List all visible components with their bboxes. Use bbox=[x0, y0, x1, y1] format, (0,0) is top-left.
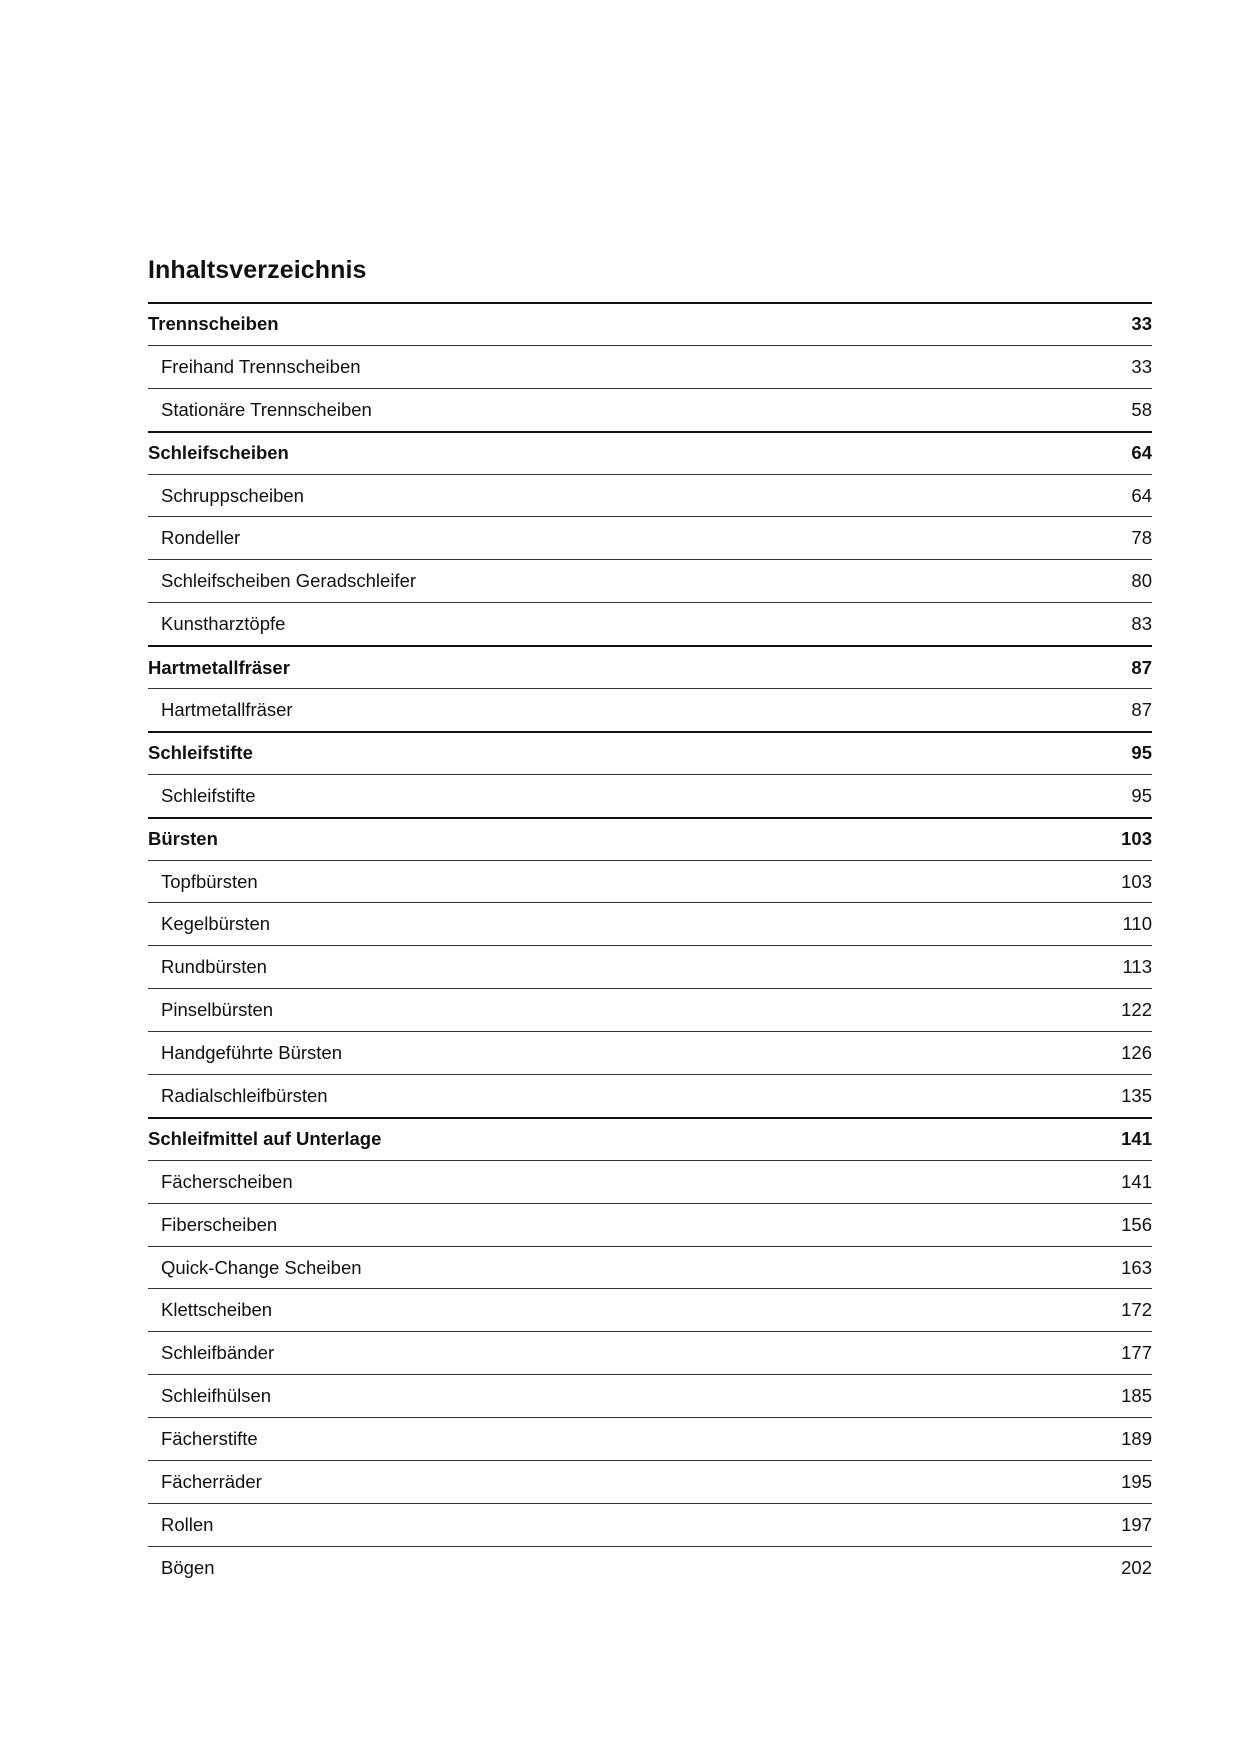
toc-subsection-row[interactable] bbox=[148, 1417, 1152, 1460]
toc-entry-label: Quick-Change Scheiben bbox=[161, 1256, 362, 1278]
toc-subsection-row[interactable] bbox=[148, 1460, 1152, 1503]
toc-page-number: 103 bbox=[1121, 870, 1152, 892]
table-of-contents bbox=[148, 302, 1152, 1589]
toc-page-number: 110 bbox=[1122, 913, 1152, 935]
toc-subsection-row[interactable] bbox=[148, 945, 1152, 988]
toc-subsection-row[interactable] bbox=[148, 602, 1152, 645]
toc-subsection-row[interactable] bbox=[148, 688, 1152, 731]
toc-subsection-row[interactable] bbox=[148, 1246, 1152, 1289]
toc-page-number: 103 bbox=[1121, 828, 1152, 850]
toc-entry-label: Schleifmittel auf Unterlage bbox=[148, 1128, 382, 1150]
toc-section-row[interactable] bbox=[148, 645, 1152, 688]
toc-page-number: 126 bbox=[1121, 1042, 1152, 1064]
toc-entry-label: Fiberscheiben bbox=[161, 1213, 278, 1235]
toc-subsection-row[interactable] bbox=[148, 474, 1152, 517]
toc-page-number: 83 bbox=[1131, 613, 1152, 635]
toc-page-number: 33 bbox=[1131, 313, 1152, 335]
toc-subsection-row[interactable] bbox=[148, 1288, 1152, 1331]
toc-page-number: 163 bbox=[1121, 1256, 1152, 1278]
toc-entry-label: Rundbürsten bbox=[161, 956, 267, 978]
toc-subsection-row[interactable] bbox=[148, 860, 1152, 903]
toc-page-number: 78 bbox=[1131, 527, 1152, 549]
toc-entry-label: Klettscheiben bbox=[161, 1299, 273, 1321]
toc-subsection-row[interactable] bbox=[148, 1160, 1152, 1203]
toc-entry-label: Schleifstifte bbox=[161, 784, 256, 806]
toc-page-number: 172 bbox=[1121, 1299, 1152, 1321]
toc-subsection-row[interactable] bbox=[148, 1374, 1152, 1417]
page-title: Inhaltsverzeichnis bbox=[148, 256, 367, 284]
toc-page-number: 122 bbox=[1121, 999, 1152, 1021]
toc-subsection-row[interactable] bbox=[148, 388, 1152, 431]
toc-page-number: 177 bbox=[1121, 1342, 1152, 1364]
toc-page-number: 135 bbox=[1121, 1084, 1152, 1106]
toc-page-number: 95 bbox=[1131, 742, 1152, 764]
toc-entry-label: Handgeführte Bürsten bbox=[161, 1042, 343, 1064]
toc-entry-label: Schleifscheiben Geradschleifer bbox=[161, 570, 417, 592]
toc-subsection-row[interactable] bbox=[148, 1074, 1152, 1117]
toc-entry-label: Fächerräder bbox=[161, 1470, 262, 1492]
toc-page-number: 141 bbox=[1121, 1128, 1152, 1150]
toc-entry-label: Kegelbürsten bbox=[161, 913, 271, 935]
toc-entry-label: Hartmetallfräser bbox=[161, 698, 293, 720]
toc-entry-label: Hartmetallfräser bbox=[148, 656, 290, 678]
toc-subsection-row[interactable] bbox=[148, 1503, 1152, 1546]
toc-entry-label: Pinselbürsten bbox=[161, 999, 274, 1021]
toc-entry-label: Fächerscheiben bbox=[161, 1170, 293, 1192]
toc-page-number: 156 bbox=[1121, 1213, 1152, 1235]
toc-entry-label: Rollen bbox=[161, 1513, 214, 1535]
toc-subsection-row[interactable] bbox=[148, 516, 1152, 559]
toc-entry-label: Schleifbänder bbox=[161, 1342, 275, 1364]
toc-entry-label: Schleifstifte bbox=[148, 742, 253, 764]
toc-page-number: 197 bbox=[1121, 1513, 1152, 1535]
toc-entry-label: Stationäre Trennscheiben bbox=[161, 398, 372, 420]
toc-page-number: 195 bbox=[1121, 1470, 1152, 1492]
toc-page-number: 87 bbox=[1131, 656, 1152, 678]
toc-entry-label: Kunstharztöpfe bbox=[161, 613, 286, 635]
toc-page-number: 80 bbox=[1131, 570, 1152, 592]
toc-page-number: 189 bbox=[1121, 1428, 1152, 1450]
toc-page-number: 202 bbox=[1121, 1556, 1152, 1578]
toc-subsection-row[interactable] bbox=[148, 774, 1152, 817]
toc-page-number: 64 bbox=[1131, 442, 1152, 464]
toc-page bbox=[148, 252, 1152, 1589]
toc-section-row[interactable] bbox=[148, 817, 1152, 860]
toc-entry-label: Rondeller bbox=[161, 527, 241, 549]
toc-entry-label: Trennscheiben bbox=[148, 313, 279, 335]
toc-page-number: 58 bbox=[1131, 398, 1152, 420]
toc-page-number: 33 bbox=[1131, 355, 1152, 377]
toc-section-row[interactable] bbox=[148, 731, 1152, 774]
toc-entry-label: Schleifscheiben bbox=[148, 442, 289, 464]
toc-page-number: 64 bbox=[1131, 484, 1152, 506]
toc-subsection-row[interactable] bbox=[148, 902, 1152, 945]
toc-entry-label: Freihand Trennscheiben bbox=[161, 355, 361, 377]
toc-entry-label: Radialschleifbürsten bbox=[161, 1084, 328, 1106]
toc-section-row[interactable] bbox=[148, 1117, 1152, 1160]
toc-entry-label: Bögen bbox=[161, 1556, 215, 1578]
toc-page-number: 87 bbox=[1131, 698, 1152, 720]
toc-subsection-row[interactable] bbox=[148, 988, 1152, 1031]
toc-page-number: 113 bbox=[1122, 956, 1152, 978]
toc-subsection-row[interactable] bbox=[148, 559, 1152, 602]
toc-subsection-row[interactable] bbox=[148, 1031, 1152, 1074]
toc-entry-label: Topfbürsten bbox=[161, 870, 258, 892]
toc-page-number: 185 bbox=[1121, 1385, 1152, 1407]
toc-entry-label: Schleifhülsen bbox=[161, 1385, 272, 1407]
toc-subsection-row[interactable] bbox=[148, 1203, 1152, 1246]
toc-page-number: 141 bbox=[1121, 1170, 1152, 1192]
toc-section-row[interactable] bbox=[148, 302, 1152, 345]
toc-entry-label: Schruppscheiben bbox=[161, 484, 304, 506]
toc-entry-label: Fächerstifte bbox=[161, 1428, 258, 1450]
toc-subsection-row[interactable] bbox=[148, 1331, 1152, 1374]
toc-subsection-row[interactable] bbox=[148, 1546, 1152, 1589]
toc-page-number: 95 bbox=[1131, 784, 1152, 806]
toc-entry-label: Bürsten bbox=[148, 828, 218, 850]
toc-subsection-row[interactable] bbox=[148, 345, 1152, 388]
toc-section-row[interactable] bbox=[148, 431, 1152, 474]
